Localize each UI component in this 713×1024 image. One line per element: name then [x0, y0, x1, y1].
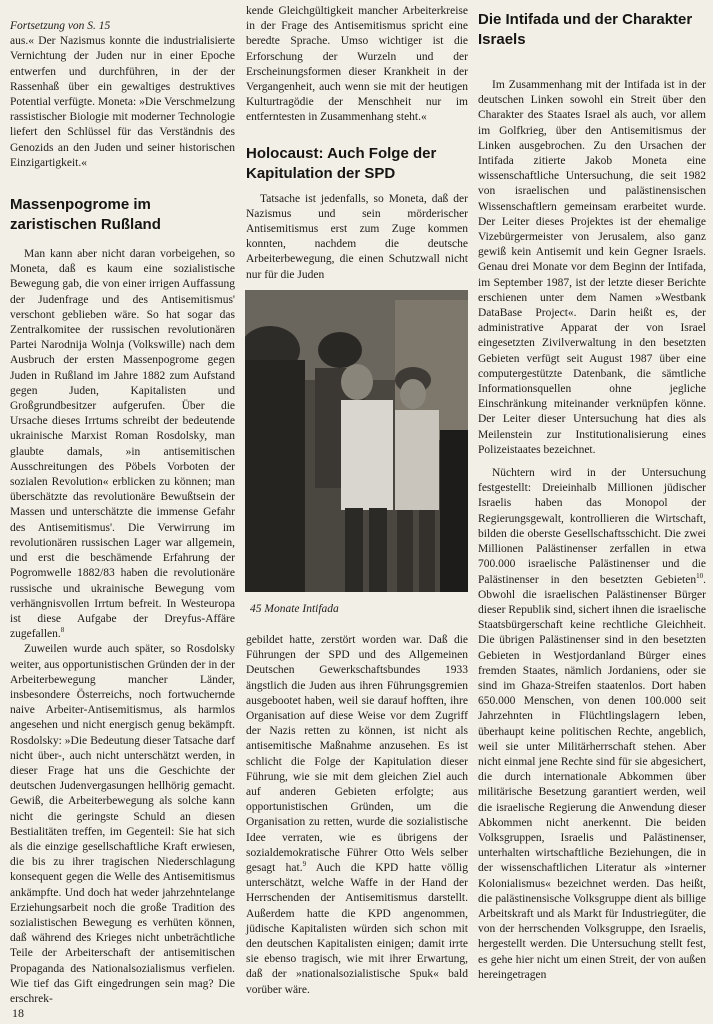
paragraph-top-continuation: kende Gleichgültigkeit mancher Arbeiterkreise in der Frage des Antisemitismus spricht eine beredte Sprache. Umso wichtiger ist die Erforschung der Wurzeln und der Erscheinungsformen dieser Krankheit in der Vergangenheit, auch wenn sie mit der heutigen Kulturtragödie der Menschheit nur im entferntesten in Zusammenhang steht.«: [246, 5, 468, 124]
paragraph-intifada-2: Nüchtern wird in der Untersuchung festgestellt: Dreieinhalb Millionen jüdischer Israelis haben das Monopol der Regierungsgewalt, kontrollieren die Wirtschaft, bilden die oberste Gesellschaftsschicht. Die zwei Millionen Palästinenser zerfallen in etwa 700.000 israelische Palästinenser und die Palästinenser in den besetzten Gebieten$^{10}$. Obwohl die israelischen Palästinenser Bürger dieser Republik sind, sichert ihnen die israelische Staatsbürgerschaft keine rechtliche Gleichheit. Die übrigen Palästinenser sind in den besetzten Gebieten in Westjordanland Bürger eines fremden Staates, nämlich Jordaniens, oder sie sind im Ghaza-Streifen staatenlos. Dort haben 650.000 Menschen, von denen 100.000 seit Jahrzehnten in Flüchtlingslagern leben, überhaupt keine politischen Rechte, angeblich, weil sie unter Militärherrschaft stehen. Aber nicht einmal jene Rechte sind für sie abgesichert, die durch internationale Abkommen über militärische Besetzung garantiert werden, weil die israelische Regierung die Anwendung dieser Abkommen nicht anerkennt. Die beiden Volksgruppen, Israelis und Palästinenser, unterhalten wirtschaftliche Beziehungen, die in der wissenschaftlichen Literatur als »interner Kolonialismus« bezeichnet werden. Das heißt, die palästinensische Volksgruppe dient als billige Arbeitskraft und als Markt für Industriegüter, die von der herrschenden Volksgruppe, den Israelis, hergestellt werden. Die Untersuchung stellt fest, es gehe hier nicht um einen Streit, der von außen hereingetragen: [478, 467, 706, 981]
column-left: [10, 0, 235, 1007]
column-middle: [246, 0, 468, 283]
paragraph-pogrome-2: Zuweilen wurde auch später, so Rosdolsky weiter, aus opportunistischen Gründen der in der Arbeiterbewegung mancher Länder, insbesondere Österreichs, noch fortwuchernde naive Arbeiter-Antisemitismus, als harmlos angesehen und nicht energisch genug bekämpft. Rosdolsky: »Die Bedeutung dieser Tatsache darf nicht über-, auch nicht unterschätzt werden, in dieser Frage hat uns die Geschichte der deutschen Judenvergasungen hellhörig gemacht. Gewiß, die Arbeiterbewegung als solche kann nicht die geringste Schuld an diesen Bestialitäten treffen, im Gegenteil: Sie hat sich als die einzige gesellschaftliche Kraft erwiesen, die bis zu ihrer tragischen Niederschlagung konsequent gegen die Welle des Antisemitismus ankämpfte. Und doch hat weder jahrzehntelange Erziehungsarbeit noch die große Tradition des sozialistischen Bewegung es verhüten können, daß während des Krieges nicht unbeträchtliche Teile der Arbeiterschaft der antisemitischen Propaganda des Nationalsozialismus verfielen. Wie tief das Gift eingedrungen sein mag? Die erschrek-: [10, 643, 235, 1005]
paragraph-holocaust-1: Tatsache ist jedenfalls, so Moneta, daß der Nazismus und sein mörderischer Antisemitismus erst zum Zuge kommen konnten, nachdem die deutsche Arbeiterbewegung, die einen Schutzwall nicht nur für die Juden: [246, 192, 468, 281]
footnote-ref: 10: [696, 571, 704, 580]
footnote-ref: 8: [60, 626, 65, 635]
paragraph-holocaust-2: gebildet hatte, zerstört worden war. Daß die Führungen der SPD und des Allgemeinen Deutschen Gewerkschaftsbundes 1933 ängstlich die Juden aus ihren Führungsgremien ausgebootet haben, weil sie darauf hofften, ihre Organisation auf diese Weise vor dem Zugriff der Nazis retten zu können, ist nicht als antisemitische Maßnahme anzusehen. Es ist schlicht die Folge der Kapitulation dieser Führung, wie sie mit dem gleichen Ziel auch auf anderen Gebieten erfolgte; aus opportunistischen Gründen, um die Organisation zu retten, wurde die sozialistische Idee verraten, wie es übrigens der sozialdemokratische Führer Otto Wels selber gesagt hat.$^9$ Auch die KPD hatte völlig unterschätzt, welche Waffe in der Hand der Herrschenden der Antisemitismus darstellt. Außerdem hatte die KPD angenommen, jüdische Kapitalisten würden sich schon mit den deutschen Kapitalisten einigen; damit irrte sie ebenso tragisch, wie mit ihrer Erwartung, daß der »nationalsozialistische Spuk« bald vorüber wäre.: [246, 634, 469, 996]
section-heading-pogrome: Massenpogrome im zaristischen Rußland: [10, 196, 161, 234]
section-heading-intifada: Die Intifada und der Charakter Israels: [478, 11, 693, 48]
paragraph-pogrome-1: Man kann aber nicht daran vorbeigehen, so Moneta, daß es kaum eine sozialistische Bewegung gab, die von einer irrigen Auffassung der Judenfrage und des Antisemitismus' verschont geblieben wäre. So hat sogar das Zentralkomitee der russischen revolutionären Partei Narodnija Wolnja (Volkswille) nach dem Ausbruch der ersten Massenpogrome gegen Juden in Rußland im Jahre 1882 zum Aufstand gegen Juden, Kapitalisten und Großgrundbesitzer aufgerufen. Über die Ursache dieses Irrtums schreibt der bedeutende ukrainische Marxist Roman Rosdolsky, man glaubte damals, »in antisemitischen Ausschreitungen des Pöbels Vorboten der sozialen Revolution« erblicken zu können; man überschätzte das revolutionäre Bewußtsein der Massen und unterschätzte die immense Gefahr des Antisemitismus'. Die Verwirrung im revolutionären russischen Lager war allgemein, und erst die beschämende Erfahrung der Pogromwelle 1882/83 haben die revolutionäre russische und ukrainische Bewegung vom verhängnisvollen Irrtum befreit. In Westeuropa ist diese Aufgabe der Dreyfus-Affäre zugefallen.$^8$: [10, 248, 235, 641]
intro-paragraph: aus.« Der Nazismus konnte die industrialisierte Vernichtung der Juden nur in einer Epoche entwerfen und durchführen, in der der Rassenhaß über ein gewaltiges destruktives Potential verfügte. Moneta: »Die Verschmelzung rassistischer Biologie mit moderner Technologie liefert den Schlüssel für das Verständnis des Genozids an den Juden und seiner historischen Einzigartigkeit.«: [10, 35, 235, 169]
column-right: [478, 0, 706, 983]
column-middle-lower: [246, 633, 468, 998]
footnote-ref: 9: [302, 860, 307, 869]
continuation-note: Fortsetzung von S. 15: [10, 20, 111, 32]
section-heading-holocaust: Holocaust: Auch Folge der Kapitulation der SPD: [246, 144, 437, 182]
photo-caption: 45 Monate Intifada: [250, 603, 339, 615]
paragraph-intifada-1: Im Zusammenhang mit der Intifada ist in der deutschen Linken sowohl ein Streit über den Charakter des Staates Israel als auch, vor allem im Golfkrieg, über den Antisemitismus der Linken ausgebrochen. Zu den Ursachen der Intifada zitierte Jakob Moneta eine wissenschaftliche Untersuchung, die seit 1982 von israelischen und palästinensischen Wissenschaftlern gemeinsam erarbeitet wurde. Der Leiter dieses Projektes ist der ehemalige Vizebürgermeister von Jerusalem, also ganz gewiß kein Antisemit und kein Gegner Israels. Genau drei Monate vor dem Beginn der Intifada, im September 1987, ist der letzte dieser Berichte erschienen unter dem Namen »Westbank DataBase Project«. Darin heißt es, der administrative Apparat der von Israel eingesetzten Zivilverwaltung in den besetzten Gebieten verfügt seit August 1987 über eine computergestützte Datenbank, die sämtliche Informationsquellen ohne jegliche Einschränkung miteinander verknüpfen könne. Der Leiter dieser Untersuchung hat dies als Meilenstein zur Institutionalisierung eines Polizeistaates bezeichnet.: [478, 79, 706, 456]
intifada-photo: [245, 290, 468, 592]
page-number: 18: [12, 1006, 24, 1020]
